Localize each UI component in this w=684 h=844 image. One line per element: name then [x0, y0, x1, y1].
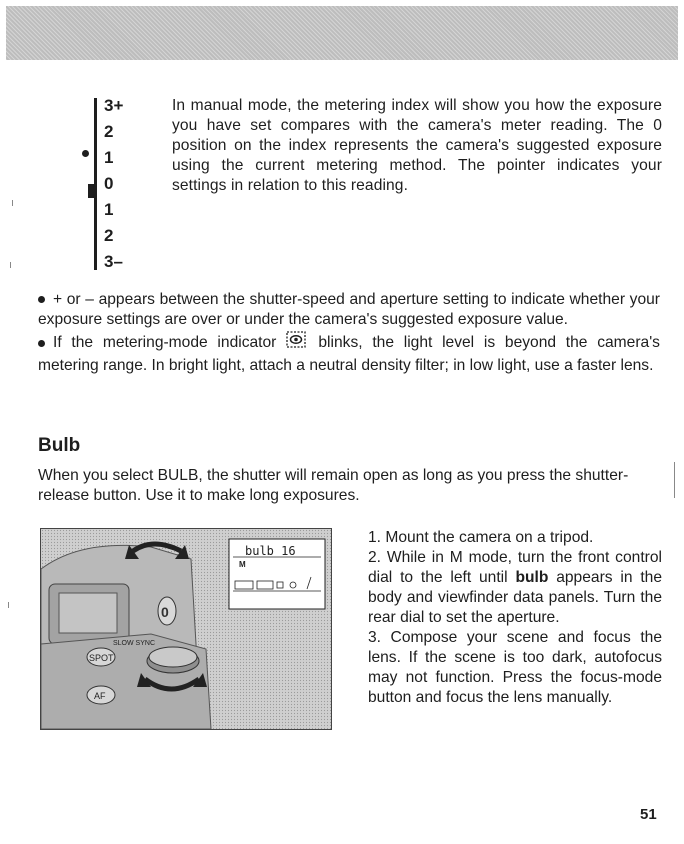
step-1: 1. Mount the camera on a tripod. [368, 529, 594, 546]
bullet-text: + or – appears between the shutter-speed and aperture setting to indicate whether your exposure settings are over or under the camera's suggested exposure value. [38, 291, 660, 328]
bullet-icon [38, 340, 45, 347]
metering-mode-icon [286, 330, 306, 356]
intro-paragraph: In manual mode, the metering index will show you how the exposure you have set compares with the camera's meter reading. The 0 position on the index represents the camera's suggested exposure using the current metering method. The pointer indicates your settings in relation to this reading. [172, 97, 662, 194]
panel-top-display: bulb 16 [245, 544, 296, 558]
camera-illustration [40, 528, 332, 730]
step-2-before: 2. While in M mode, turn the front control dial to the left until [368, 549, 662, 586]
bullet-item-metering-blink [38, 330, 660, 376]
page-number: 51 [640, 806, 657, 823]
scale-label-minus1: 1 [104, 200, 114, 219]
bullet-text-after: blinks, the light level is beyond the camera's metering range. In bright light, attach a neutral density filter; in low light, use a faster lens. [38, 334, 660, 374]
step-3: 3. Compose your scene and focus the lens. If the scene is too dark, autofocus may not function. Press the focus-mode button and focus the lens manually. [368, 629, 662, 706]
margin-tick [12, 200, 13, 206]
af-button-label: AF [94, 691, 106, 701]
step-2 [368, 548, 662, 628]
scale-label-plus2: 2 [104, 122, 114, 141]
header-band [6, 6, 678, 60]
bullet-item-over-under [38, 290, 660, 330]
bullet-icon [38, 296, 45, 303]
bullet-list [38, 290, 660, 376]
slow-sync-label: SLOW SYNC [113, 640, 156, 647]
scale-label-zero: 0 [104, 174, 114, 193]
step-2-after: appears in the body and viewfinder data panels. Turn the rear dial to set the aperture. [368, 569, 662, 626]
margin-tick [10, 262, 11, 268]
scale-label-minus3: 3– [104, 252, 123, 271]
panel-mode: M [239, 560, 246, 569]
bullet-text-before: If the metering-mode indicator [53, 334, 277, 352]
margin-tick [8, 602, 9, 608]
scale-label-plus1: 1 [104, 148, 114, 167]
zero-position-mark [88, 184, 96, 198]
margin-tick [674, 462, 675, 498]
svg-text:0: 0 [161, 604, 169, 620]
section-heading-bulb: Bulb [38, 435, 81, 456]
spot-button-label: SPOT [89, 653, 114, 663]
camera-drawing [41, 529, 331, 729]
scale-label-minus2: 2 [104, 226, 114, 245]
scale-label-plus3: 3+ [104, 96, 124, 115]
pointer-indicator [82, 150, 89, 157]
step-2-bold: bulb [515, 569, 549, 586]
bulb-intro-paragraph: When you select BULB, the shutter will remain open as long as you press the shutter-release button. Use it to make long exposures. [38, 467, 629, 504]
bulb-steps [368, 528, 662, 708]
metering-index-scale [88, 96, 158, 276]
